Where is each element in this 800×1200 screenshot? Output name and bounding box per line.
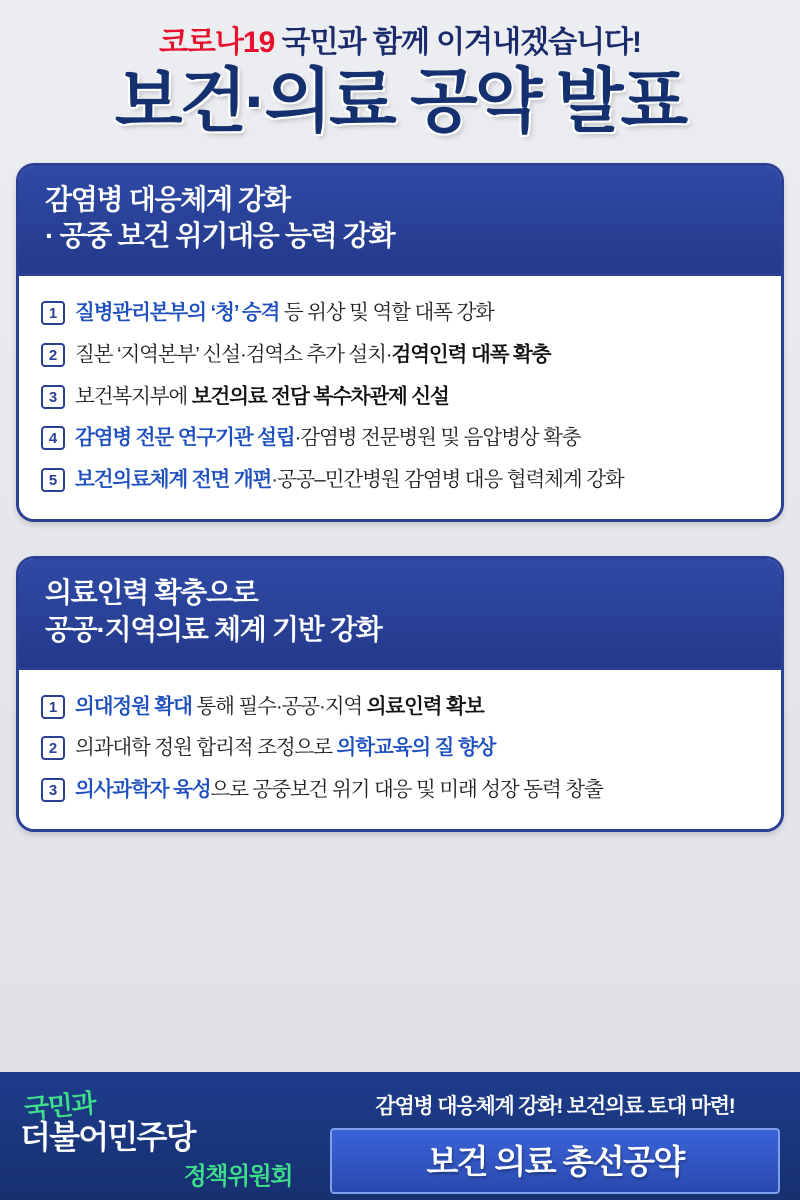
list-item-text: [75, 776, 603, 804]
list-item-number: 1: [41, 301, 65, 325]
list-item-text: [75, 383, 449, 411]
poster-header: [0, 0, 800, 139]
list-item-text-part: ·감염병 전문병원 및 음압병상 확충: [294, 426, 581, 450]
section-card-2: [16, 556, 784, 832]
list-item-number: 2: [41, 736, 65, 760]
list-item-text-part: 의료인력 확보: [366, 694, 484, 718]
footer-badge: 보건 의료 총선공약: [330, 1128, 780, 1194]
list-item-text-part: 으로 공중보건 위기 대응 및 미래 성장 동력 창출: [210, 778, 603, 802]
party-logo: [20, 1086, 320, 1191]
footer-tagline: 감염병 대응체계 강화! 보건의료 토대 마련!: [375, 1095, 735, 1118]
list-item: [41, 334, 759, 376]
list-item-text: [75, 341, 550, 369]
list-item-text-part: 질병관리본부의 ‘청’ 승격: [75, 301, 280, 325]
list-item-text-part: 보건의료체계 전면 개편: [75, 468, 272, 492]
list-item-text-part: 의학교육의 질 향상: [336, 736, 496, 760]
section-2-heading-line1: 의료인력 확충으로: [45, 576, 258, 608]
list-item-text: [75, 299, 494, 327]
footer-right: [330, 1090, 780, 1194]
list-item-text: [75, 693, 484, 721]
section-1-heading-line2: · 공중 보건 위기대응 능력 강화: [45, 220, 395, 252]
list-item-text: [75, 734, 495, 762]
section-2-heading-line2: 공공·지역의료 체계 기반 강화: [45, 613, 382, 645]
list-item-number: 5: [41, 468, 65, 492]
section-1-heading: [19, 166, 781, 277]
list-item: [41, 727, 759, 769]
header-kicker-rest: 국민과 함께 이겨내겠습니다!: [274, 26, 642, 59]
list-item-text-part: 질본 ‘지역본부’ 신설·검역소 추가 설치·: [75, 343, 392, 367]
section-1-heading-line1: 감염병 대응체계 강화: [45, 183, 290, 215]
list-item: [41, 417, 759, 459]
section-card-1: [16, 163, 784, 522]
logo-brush-text: 국민과: [22, 1087, 97, 1125]
poster-footer: [0, 1072, 800, 1200]
logo-party-name: 더불어민주당: [20, 1119, 195, 1155]
section-1-items: [19, 276, 781, 518]
list-item: [41, 686, 759, 728]
header-kicker-red: 코로나19: [158, 26, 275, 59]
list-item-number: 1: [41, 695, 65, 719]
list-item-text: [75, 466, 624, 494]
header-kicker: [0, 26, 800, 59]
logo-committee-name: 정책위원회: [183, 1162, 292, 1190]
page-title: 보건·의료 공약 발표: [114, 62, 686, 140]
list-item-number: 4: [41, 426, 65, 450]
list-item-text-part: 검역인력 대폭 확충: [391, 343, 551, 367]
list-item-text-part: 통해 필수·공공·지역: [191, 694, 367, 718]
list-item-number: 3: [41, 778, 65, 802]
list-item: [41, 769, 759, 811]
list-item-number: 3: [41, 385, 65, 409]
list-item-text-part: 의사과학자 육성: [75, 778, 211, 802]
list-item-number: 2: [41, 343, 65, 367]
list-item-text-part: 의과대학 정원 합리적 조정으로: [75, 736, 337, 760]
list-item-text-part: 보건의료 전담 복수차관제 신설: [191, 384, 449, 408]
section-2-items: [19, 670, 781, 829]
list-item: [41, 376, 759, 418]
list-item-text-part: 의대정원 확대: [75, 694, 192, 718]
list-item: [41, 459, 759, 501]
list-item-text-part: 보건복지부에: [75, 384, 192, 408]
list-item-text-part: 등 위상 및 역할 대폭 강화: [279, 301, 494, 325]
list-item-text-part: 감염병 전문 연구기관 설립: [75, 426, 295, 450]
list-item-text: [75, 424, 580, 452]
list-item-text-part: ·공공–민간병원 감염병 대응 협력체계 강화: [271, 468, 624, 492]
list-item: [41, 292, 759, 334]
section-2-heading: [19, 559, 781, 670]
